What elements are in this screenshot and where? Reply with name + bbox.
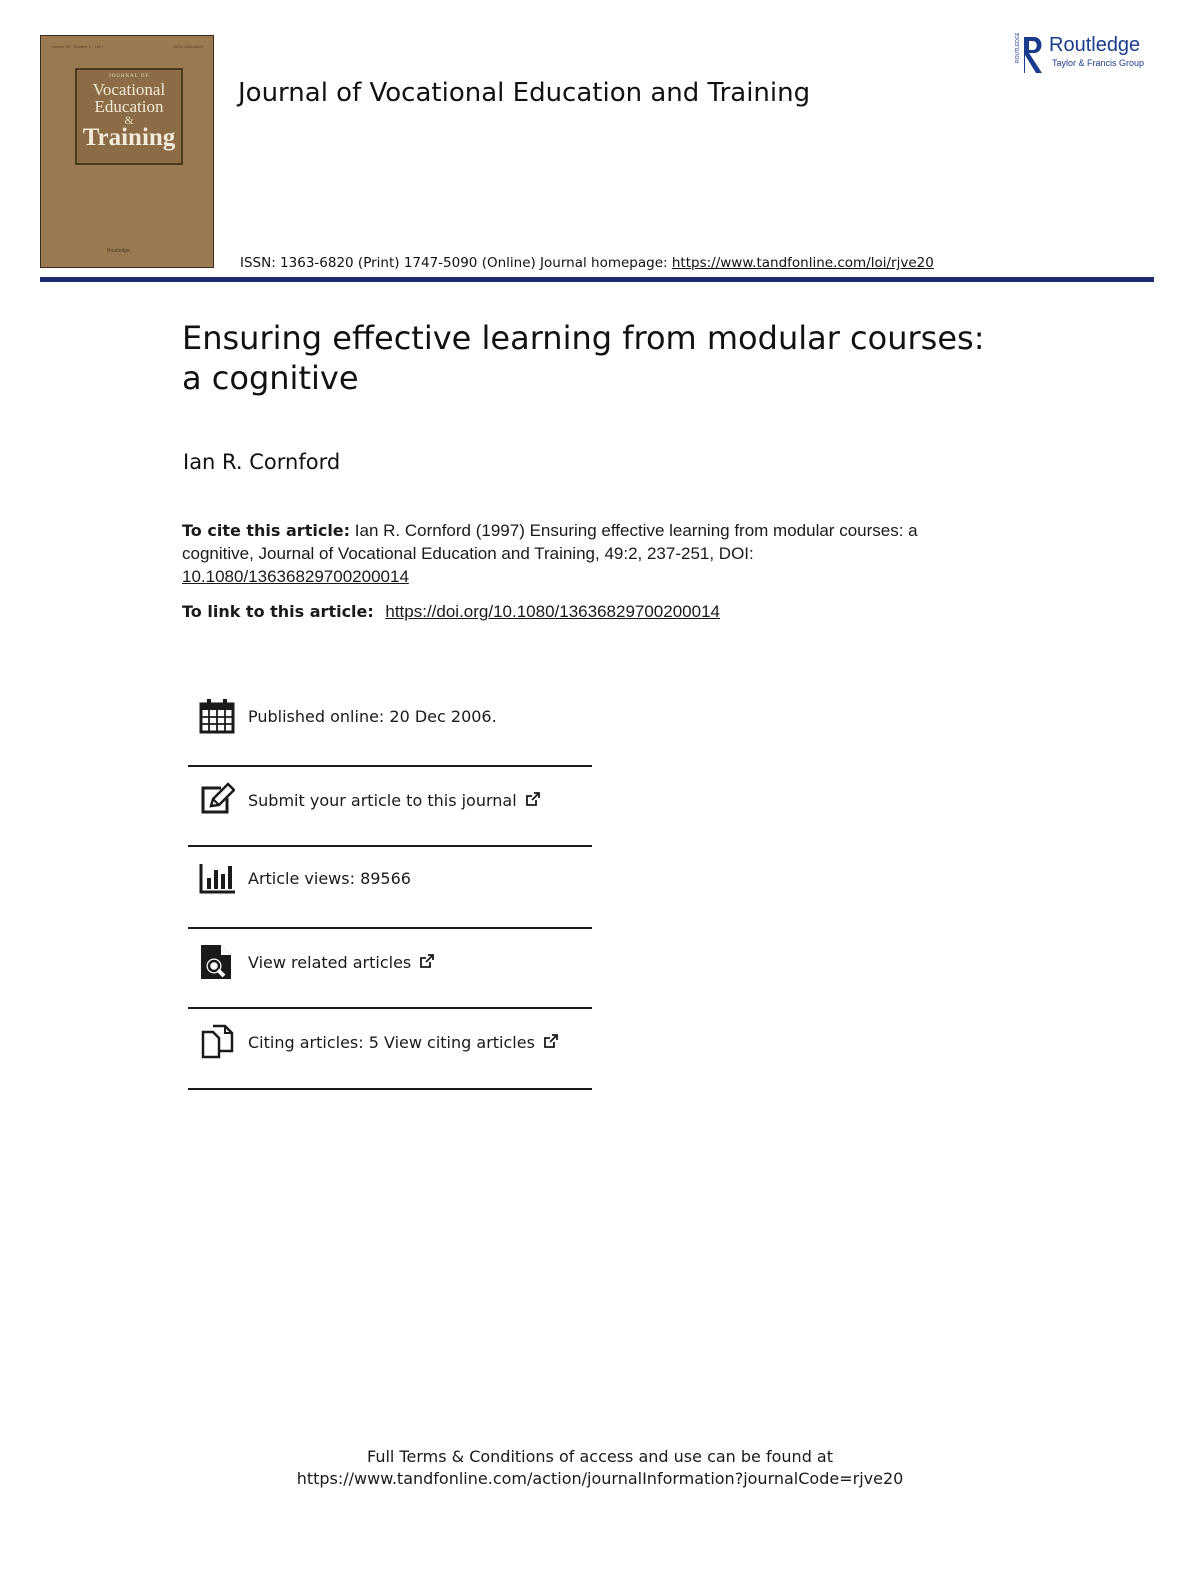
issn-line xyxy=(240,255,934,271)
cover-title-amp: & xyxy=(124,113,134,127)
citing-articles-link[interactable] xyxy=(248,1033,559,1052)
related-articles-link[interactable] xyxy=(248,953,435,972)
article-title xyxy=(182,318,1082,398)
external-link-icon xyxy=(419,953,435,969)
submit-article-row[interactable] xyxy=(188,760,592,840)
citation-label: To cite this article: xyxy=(182,521,351,540)
issn-text: ISSN: 1363-6820 (Print) 1747-5090 (Online) Journal homepage: xyxy=(240,255,672,271)
article-link-line xyxy=(182,602,720,622)
cover-title-box xyxy=(75,68,183,165)
citing-articles-row[interactable] xyxy=(188,1002,592,1082)
journal-homepage-link[interactable]: https://www.tandfonline.com/loi/rjve20 xyxy=(671,255,934,271)
bar-chart-icon xyxy=(199,860,235,896)
cover-title-line2: Education xyxy=(94,97,164,116)
related-articles-text: View related articles xyxy=(248,952,412,972)
citation-block xyxy=(182,519,922,588)
citing-articles-text: Citing articles: 5 View citing articles xyxy=(248,1032,535,1052)
cover-volume-info: Volume 49 · Number 2 · 1997 xyxy=(51,44,104,49)
routledge-logo xyxy=(1014,33,1159,77)
calendar-icon xyxy=(199,698,235,734)
cover-small-heading: JOURNAL OF xyxy=(108,74,150,79)
cover-issn: ISSN 1363-6820 xyxy=(173,44,203,49)
published-online-text: Published online: 20 Dec 2006. xyxy=(248,706,497,726)
journal-cover-image xyxy=(40,35,214,268)
info-divider xyxy=(188,1088,592,1090)
article-views-row xyxy=(188,838,592,918)
logo-subtitle: Taylor & Francis Group xyxy=(1052,58,1145,68)
citation-text: Ian R. Cornford (1997) Ensuring effective learning from modular courses: a cognitive, Journal of Vocational Education and Training, 49:2, 237-251, DOI: xyxy=(182,521,918,563)
citation-doi-link[interactable]: 10.1080/13636829700200014 xyxy=(182,567,409,586)
related-articles-row[interactable] xyxy=(188,922,592,1002)
header-divider xyxy=(40,277,1154,282)
cover-top-line xyxy=(51,44,203,49)
article-views-text: Article views: 89566 xyxy=(248,868,411,888)
terms-url[interactable]: https://www.tandfonline.com/action/journalInformation?journalCode=rjve20 xyxy=(296,1469,904,1488)
logo-side-text: ROUTLEDGE xyxy=(1015,33,1021,63)
terms-footer xyxy=(0,1446,1200,1490)
cover-title-line1: Vocational xyxy=(92,80,166,99)
search-document-icon xyxy=(199,944,235,980)
published-online-row xyxy=(188,676,592,756)
terms-text: Full Terms & Conditions of access and use can be found at xyxy=(366,1447,834,1466)
article-title-line2: a cognitive xyxy=(182,359,359,397)
logo-wordmark: Routledge xyxy=(1049,34,1141,56)
external-link-icon xyxy=(525,791,541,807)
submit-article-text: Submit your article to this journal xyxy=(248,790,517,810)
journal-title: Journal of Vocational Education and Training xyxy=(238,78,811,108)
edit-icon xyxy=(199,782,235,818)
article-author: Ian R. Cornford xyxy=(183,450,341,474)
cover-publisher: Routledge xyxy=(107,248,130,254)
article-title-line1: Ensuring effective learning from modular courses: xyxy=(182,319,985,357)
submit-article-link[interactable] xyxy=(248,791,541,810)
external-link-icon xyxy=(543,1033,559,1049)
routledge-r-icon xyxy=(1014,33,1048,77)
article-link-label: To link to this article: xyxy=(182,602,380,621)
cover-title-line3: Training xyxy=(82,124,176,151)
citing-documents-icon xyxy=(199,1024,235,1060)
article-doi-url[interactable]: https://doi.org/10.1080/13636829700200014 xyxy=(385,602,720,621)
